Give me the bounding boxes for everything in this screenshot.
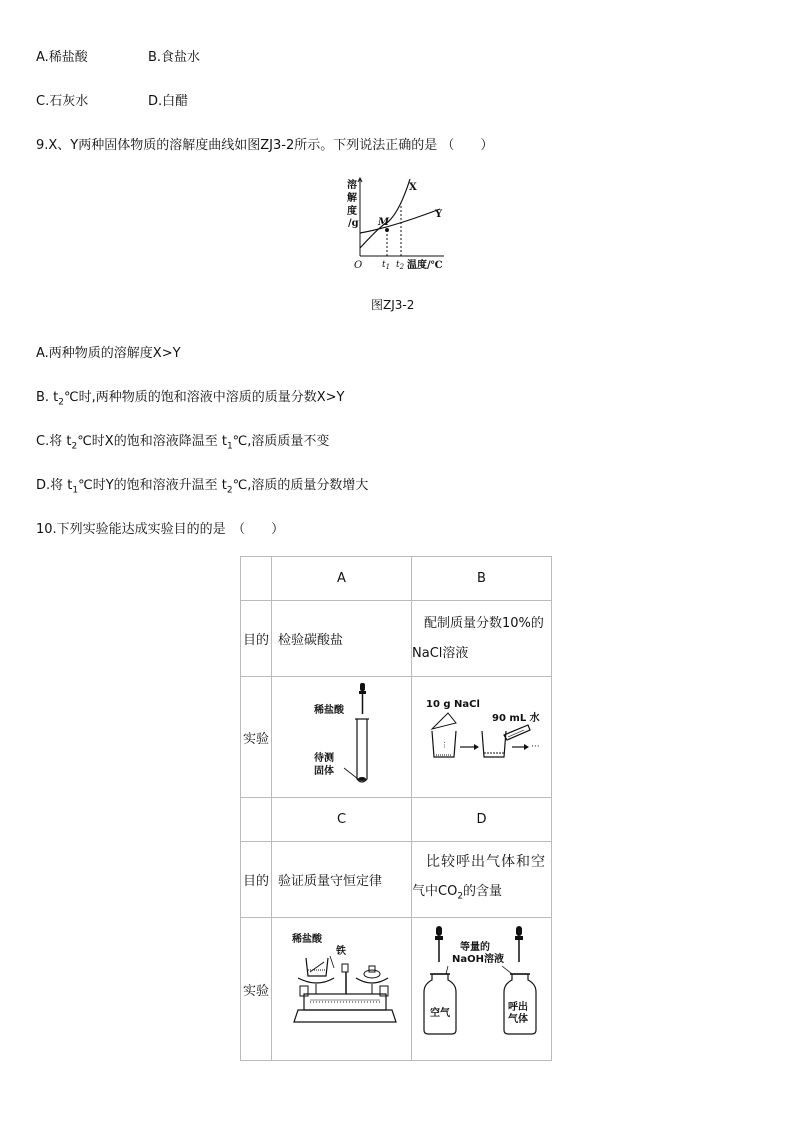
ylabel-char-3: 度 — [347, 206, 357, 217]
q10-stem: 10.下列实验能达成实验目的的是 （ ） — [36, 522, 285, 537]
balance-figure — [272, 918, 411, 1056]
label-acid-a: 稀盐酸 — [314, 705, 344, 716]
q9-option-a: A.两种物质的溶解度X>Y — [36, 346, 181, 361]
right-pan-icon — [356, 978, 388, 983]
label-solid-1: 待测 — [314, 753, 334, 764]
experiment-table — [240, 556, 552, 1061]
curve-y — [360, 209, 440, 233]
q9-stem: 9.X、Y两种固体物质的溶解度曲线如图ZJ3-2所示。下列说法正确的是 （ ） — [36, 138, 494, 153]
left-pan-icon — [298, 978, 334, 983]
q8-option-b: B.食盐水 — [148, 50, 201, 65]
curve-x — [360, 179, 410, 248]
label-water: 90 mL 水 — [492, 713, 540, 724]
q9-option-c: C.将 $t_2℃$时X的饱和溶液降温至 $t_1℃$,溶质质量不变 — [36, 434, 330, 452]
row-label-experiment-1: 实验 — [241, 677, 272, 798]
q8-option-c: C.石灰水 — [36, 94, 89, 109]
label-reagent-2: NaOH溶液 — [452, 954, 504, 965]
label-t1: $t_1$ — [382, 260, 391, 271]
weight-icon — [369, 966, 375, 972]
label-solid-2: 固体 — [314, 766, 334, 777]
figure-caption: 图ZJ3-2 — [371, 298, 415, 312]
test-tube-figure — [272, 677, 411, 793]
solution-prep-figure — [412, 677, 551, 793]
solubility-figure — [340, 176, 452, 272]
q9-option-b: B. $t_2℃$时,两种物质的饱和溶液中溶质的质量分数X>Y — [36, 390, 345, 408]
label-breath-2: 气体 — [508, 1014, 528, 1025]
corner-cell — [241, 557, 272, 601]
purpose-d: 比较呼出气体和空 气中$CO_2$的含量 — [412, 842, 552, 918]
label-t2: $t_2$ — [396, 260, 405, 271]
label-xaxis: 温度/℃ — [407, 260, 443, 271]
row-label-experiment-2: 实验 — [241, 918, 272, 1061]
purpose-c: 验证质量守恒定律 — [272, 842, 412, 918]
col-header-a: A — [272, 557, 412, 601]
cylinder-icon — [504, 725, 530, 740]
row-label-purpose-2: 目的 — [241, 842, 272, 918]
label-air: 空气 — [430, 1008, 450, 1019]
weigh-paper-icon — [432, 713, 456, 729]
label-y: Y — [435, 209, 443, 220]
iron-icon — [342, 964, 348, 972]
experiment-b — [412, 677, 552, 798]
purpose-a: 检验碳酸盐 — [272, 601, 412, 677]
label-origin: O — [354, 260, 363, 271]
point-m — [385, 228, 389, 232]
svg-text:⋮: ⋮ — [441, 741, 448, 749]
label-x: X — [409, 182, 417, 193]
label-m: M — [378, 217, 390, 228]
dropper-bulb-icon — [360, 683, 365, 691]
corner-cell-2 — [241, 798, 272, 842]
ylabel-char-2: 解 — [347, 193, 357, 204]
q8-option-a: A.稀盐酸 — [36, 50, 88, 65]
label-breath-1: 呼出 — [508, 1002, 528, 1013]
dropper-2-icon — [516, 926, 522, 936]
ylabel-char-1: 溶 — [347, 180, 357, 191]
col-header-b: B — [412, 557, 552, 601]
experiment-d — [412, 918, 552, 1061]
ylabel-char-4: /g — [348, 218, 359, 229]
col-header-c: C — [272, 798, 412, 842]
label-reagent-1: 等量的 — [460, 942, 490, 953]
experiment-a — [272, 677, 412, 798]
q8-option-d: D.白醋 — [148, 94, 189, 109]
svg-text:···: ··· — [531, 742, 540, 752]
test-tube-icon — [357, 719, 367, 782]
label-iron: 铁 — [336, 946, 346, 957]
gas-compare-figure — [412, 918, 551, 1056]
bottle-air-icon — [424, 974, 456, 1034]
experiment-c — [272, 918, 412, 1061]
purpose-b: 配制质量分数10%的 NaCl溶液 — [412, 601, 552, 677]
label-acid-c: 稀盐酸 — [292, 934, 322, 945]
col-header-d: D — [412, 798, 552, 842]
row-label-purpose-1: 目的 — [241, 601, 272, 677]
dropper-1-icon — [436, 926, 442, 936]
label-salt: 10 g NaCl — [426, 699, 480, 710]
q9-option-d: D.将 $t_1℃$时Y的饱和溶液升温至 $t_2℃$,溶质的质量分数增大 — [36, 478, 369, 496]
